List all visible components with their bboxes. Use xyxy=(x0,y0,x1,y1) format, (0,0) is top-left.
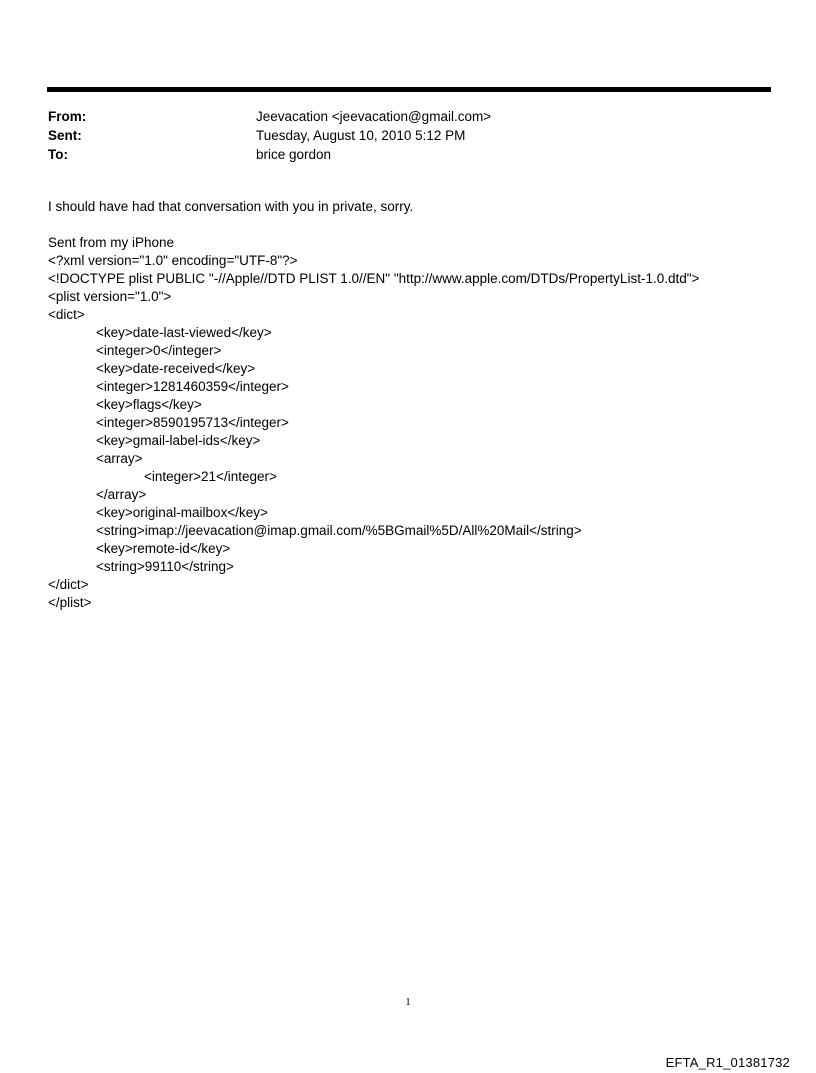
plist-line: <key>original-mailbox</key> xyxy=(96,505,268,520)
message-text: I should have had that conversation with you in private, sorry. xyxy=(48,199,414,214)
sent-value: Tuesday, August 10, 2010 5:12 PM xyxy=(256,128,466,143)
plist-line: <key>remote-id</key> xyxy=(96,541,231,556)
plist-line: <?xml version="1.0" encoding="UTF-8"?> xyxy=(48,253,298,268)
plist-line: <integer>1281460359</integer> xyxy=(96,379,289,394)
to-value: brice gordon xyxy=(256,147,332,162)
plist-line: <integer>0</integer> xyxy=(96,343,222,358)
email-headers xyxy=(48,107,748,164)
to-label: To: xyxy=(48,147,68,162)
plist-line: <!DOCTYPE plist PUBLIC "-//Apple//DTD PLIST 1.0//EN" "http://www.apple.com/DTDs/PropertyList-1.0.dtd"> xyxy=(48,271,700,286)
from-label: From: xyxy=(48,109,87,124)
plist-line: <array> xyxy=(96,451,143,466)
plist-line: <string>imap://jeevacation@imap.gmail.com/%5BGmail%5D/All%20Mail</string> xyxy=(96,523,582,538)
to-row xyxy=(48,145,748,164)
plist-line: <dict> xyxy=(48,307,85,322)
page-number: 1 xyxy=(405,996,411,1008)
plist-line: <key>date-received</key> xyxy=(96,361,256,376)
plist-line: </plist> xyxy=(48,595,92,610)
plist-line: <key>flags</key> xyxy=(96,397,202,412)
signature-text: Sent from my iPhone xyxy=(48,235,175,250)
from-row xyxy=(48,107,748,126)
document-id: EFTA_R1_01381732 xyxy=(665,1055,790,1070)
sent-row xyxy=(48,126,748,145)
plist-line: <integer>21</integer> xyxy=(144,469,277,484)
plist-line: <plist version="1.0"> xyxy=(48,289,172,304)
plist-line: <key>gmail-label-ids</key> xyxy=(96,433,261,448)
sent-label: Sent: xyxy=(48,128,82,143)
plist-line: <string>99110</string> xyxy=(96,559,234,574)
plist-line: <key>date-last-viewed</key> xyxy=(96,325,272,340)
plist-line: </dict> xyxy=(48,577,89,592)
email-body xyxy=(48,198,788,612)
from-value: Jeevacation <jeevacation@gmail.com> xyxy=(256,109,492,124)
plist-line: </array> xyxy=(96,487,147,502)
plist-line: <integer>8590195713</integer> xyxy=(96,415,289,430)
header-rule xyxy=(47,87,771,92)
paragraph-gap xyxy=(48,216,788,234)
